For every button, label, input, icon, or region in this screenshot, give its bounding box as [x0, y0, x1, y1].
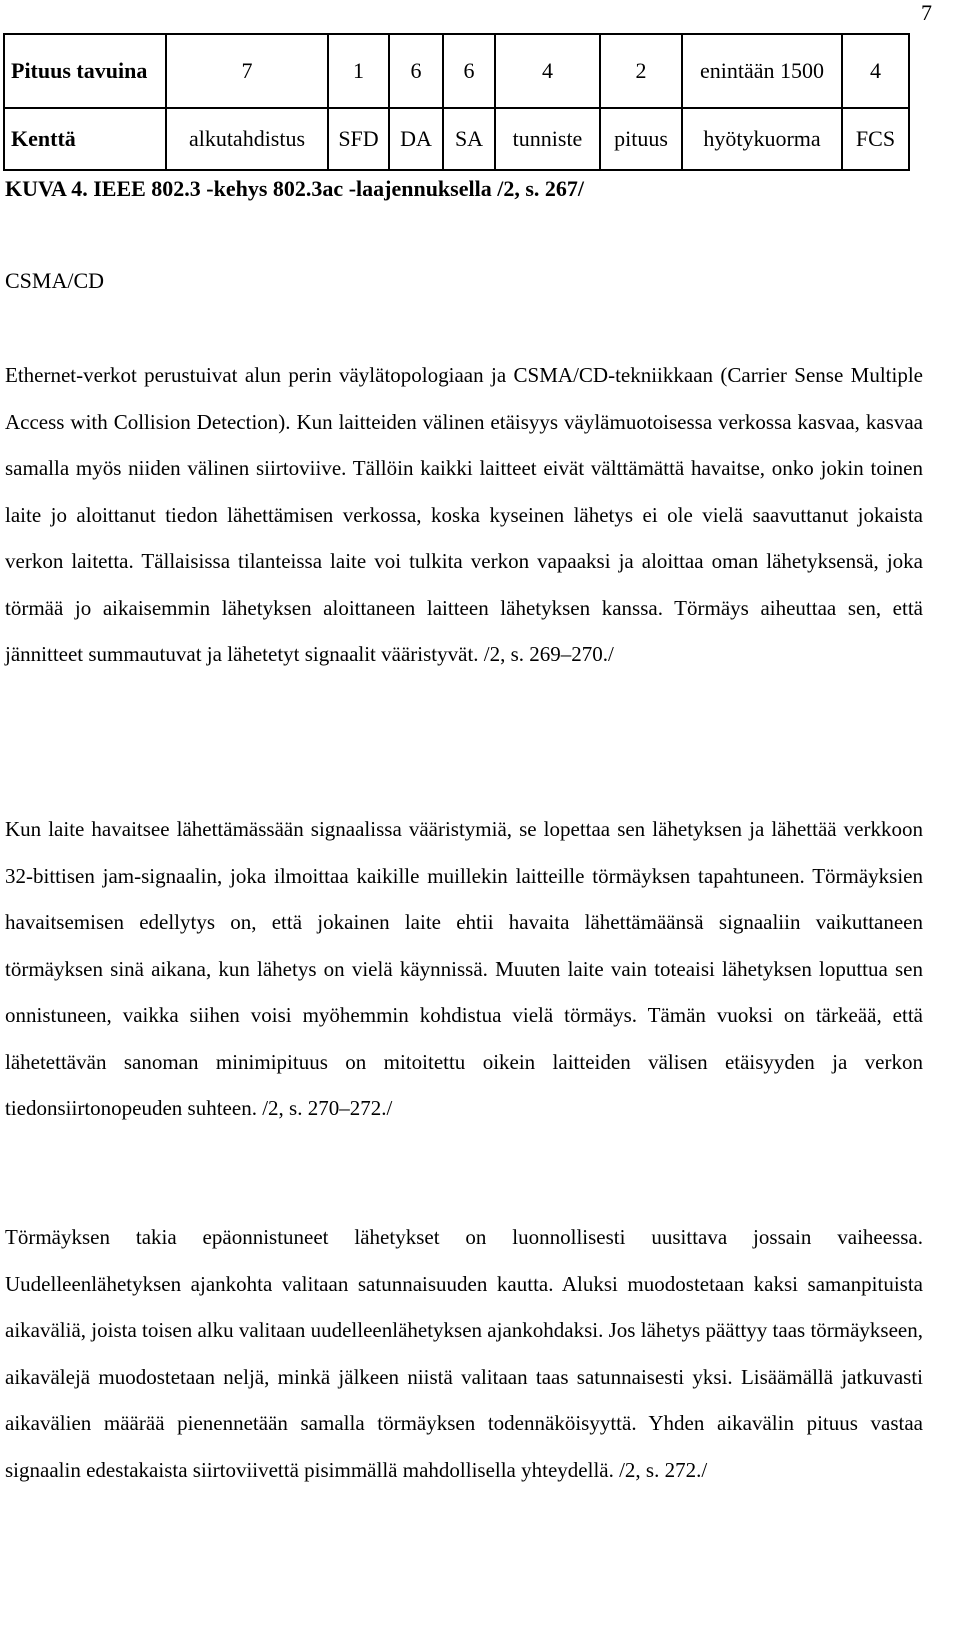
body-paragraph: Ethernet-verkot perustuivat alun perin väylätopologiaan ja CSMA/CD-tekniikkaan (Carrier Sense Multiple Access with Collision Detection). Kun laitteiden välinen etäisyys väylämuotoisessa verkossa kasvaa, kasvaa samalla myös niiden välinen siirtoviive. Tällöin kaikki laitteet eivät välttämättä havaitse, onko jokin toinen laite jo aloittanut tiedon lähettämisen verkossa, koska kyseinen lähetys ei ole vielä saavuttanut jokaista verkon laitetta. Tällaisissa tilanteissa laite voi tulkita verkon vapaaksi ja aloittaa oman lähetyksensä, joka törmää jo aikaisemmin lähetyksen aloittaneen laitteen lähetyksen kanssa. Törmäys aiheuttaa sen, että jännitteet summautuvat ja lähetetyt signaalit vääristyvät. /2, s. 269–270./	[5, 363, 923, 666]
table-cell: FCS	[842, 108, 909, 170]
table-cell: alkutahdistus	[166, 108, 328, 170]
table-cell: SA	[443, 108, 495, 170]
table-cell: pituus	[600, 108, 682, 170]
table-cell: 7	[166, 34, 328, 108]
table-header-cell: Pituus tavuina	[4, 34, 166, 108]
table-cell: tunniste	[495, 108, 600, 170]
table-cell: 4	[495, 34, 600, 108]
figure-caption: KUVA 4. IEEE 802.3 -kehys 802.3ac -laajennuksella /2, s. 267/	[5, 176, 585, 201]
body-paragraph: Törmäyksen takia epäonnistuneet lähetykset on luonnollisesti uusittava jossain vaiheessa. Uudelleenlähetyksen ajankohta valitaan satunnaisuuden kautta. Aluksi muodostetaan kaksi samanpituista aikaväliä, joista toisen alku valitaan uudelleenlähetyksen ajankohdaksi. Jos lähetys päättyy taas törmäykseen, aikavälejä muodostetaan neljä, minkä jälkeen niistä valitaan taas satunnaisesti yksi. Lisäämällä jatkuvasti aikavälien määrää pienennetään samalla törmäyksen todennäköisyyttä. Yhden aikavälin pituus vastaa signaalin edestakaista siirtoviivettä pisimmällä mahdollisella yhteydellä. /2, s. 272./	[5, 1225, 923, 1482]
table-cell: SFD	[328, 108, 389, 170]
table-cell: 6	[389, 34, 443, 108]
table-cell: 6	[443, 34, 495, 108]
body-paragraph: Kun laite havaitsee lähettämässään signaalissa vääristymiä, se lopettaa sen lähetyksen ja lähettää verkkoon 32-bittisen jam-signaalin, joka ilmoittaa kaikille muillekin laitteille törmäyksen tapahtuneen. Törmäyksien havaitsemisen edellytys on, että jokainen laite ehtii havaita lähettämäänsä signaaliin vaikuttaneen törmäyksen sinä aikana, kun lähetys on vielä käynnissä. Muuten laite vain toteaisi lähetyksen loputtua sen onnistuneen, vaikka siihen voisi myöhemmin kohdistua vielä törmäys. Tämän vuoksi on tärkeää, että lähetettävän sanoman minimipituus on mitoitettu oikein laitteiden välisen etäisyyden ja verkon tiedonsiirtonopeuden suhteen. /2, s. 270–272./	[5, 817, 923, 1120]
page-number: 7	[921, 0, 932, 25]
table-cell: 2	[600, 34, 682, 108]
table-cell: enintään 1500	[682, 34, 842, 108]
section-heading: CSMA/CD	[5, 268, 105, 293]
table-cell: DA	[389, 108, 443, 170]
table-row	[4, 108, 909, 170]
table-cell: 4	[842, 34, 909, 108]
table-cell: hyötykuorma	[682, 108, 842, 170]
table-header-cell: Kenttä	[4, 108, 166, 170]
table-row	[4, 34, 909, 108]
table-cell: 1	[328, 34, 389, 108]
ethernet-frame-table	[3, 33, 910, 171]
